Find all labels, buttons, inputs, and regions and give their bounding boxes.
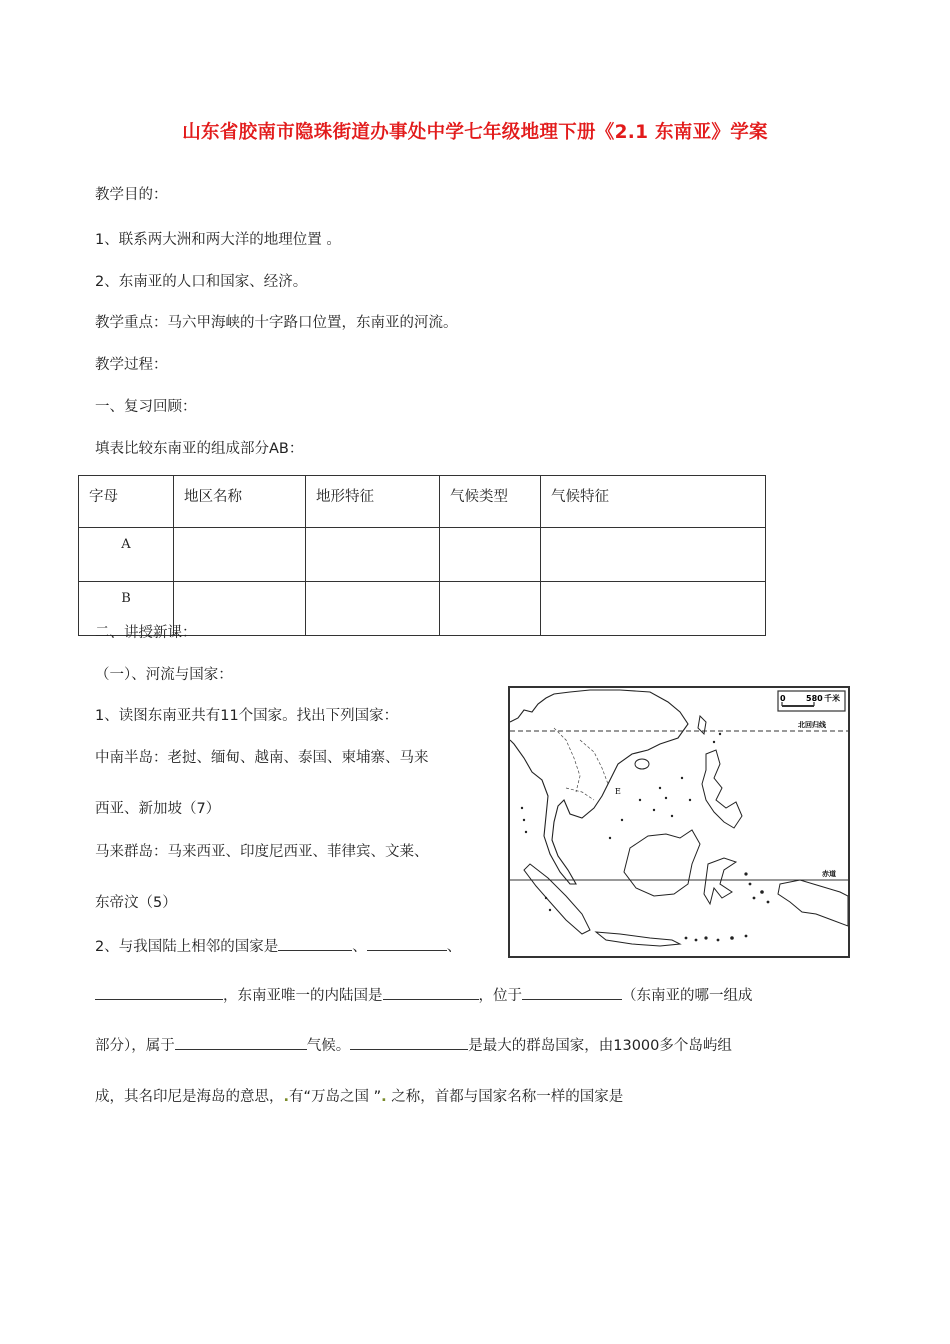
mainland-coast (510, 690, 688, 884)
teaching-goal-heading: 教学目的： (95, 187, 168, 203)
table-header-cell: 字母 (79, 476, 174, 528)
q2-separator: 、 (352, 939, 367, 955)
answer-blank[interactable] (367, 935, 447, 951)
table-header-row (79, 476, 766, 528)
scale-unit: 千米 (824, 694, 840, 703)
review-heading: 一、复习回顾： (95, 399, 197, 415)
table-row-letter: B (79, 582, 174, 636)
q2-text: 2、与我国陆上相邻的国家是 (95, 939, 279, 955)
document-title: 山东省胶南市隐珠街道办事处中学七年级地理下册《2.1 东南亚》学案 (182, 122, 768, 143)
q2-text: 有“万岛之国 ” (289, 1089, 382, 1105)
sumatra (524, 864, 590, 934)
southeast-asia-map (508, 686, 850, 958)
table-cell[interactable] (440, 582, 541, 636)
comparison-table (78, 475, 766, 636)
new-guinea (778, 880, 848, 926)
table-cell[interactable] (306, 582, 440, 636)
q2-text: 气候。 (306, 1038, 351, 1054)
answer-blank[interactable] (383, 984, 479, 1000)
malay-countries: 马来群岛：马来西亚、印度尼西亚、菲律宾、文莱、 (95, 844, 429, 860)
country-borders (554, 728, 608, 800)
question-2-line-4 (95, 1085, 623, 1106)
scale-value: 580 (806, 694, 823, 703)
philippines (702, 750, 742, 828)
indochina-countries: 中南半岛：老挝、缅甸、越南、泰国、柬埔寨、马来 (95, 750, 429, 766)
answer-blank[interactable] (278, 935, 352, 951)
answer-blank[interactable] (95, 984, 223, 1000)
hainan-island (635, 759, 649, 769)
taiwan-island (698, 716, 706, 734)
answer-blank[interactable] (522, 984, 622, 1000)
table-header-cell: 地区名称 (174, 476, 306, 528)
q2-text: （东南亚的哪一组成 (622, 988, 753, 1004)
q2-text: 成，其名印尼是海岛的意思， (95, 1089, 284, 1105)
table-cell[interactable] (541, 582, 766, 636)
tropic-label: 北回归线 (798, 721, 826, 729)
teaching-goal-1: 1、联系两大洲和两大洋的地理位置 。 (95, 232, 341, 248)
q2-text: 部分），属于 (95, 1038, 175, 1054)
table-cell[interactable] (306, 528, 440, 582)
indochina-countries-cont: 西亚、新加坡（7） (95, 801, 221, 817)
table-header-cell: 气候类型 (440, 476, 541, 528)
sulawesi (704, 858, 736, 904)
malay-countries-cont: 东帝汶（5） (95, 895, 177, 911)
java (596, 932, 680, 946)
table-header-cell: 气候特征 (541, 476, 766, 528)
new-lesson-heading: 二、讲授新课： (95, 625, 197, 641)
q2-dot: . (381, 1089, 387, 1105)
q2-text: ，位于 (478, 988, 522, 1004)
section-rivers-countries: （一）、河流与国家： (95, 667, 233, 683)
scale-zero: 0 (780, 694, 786, 703)
small-islands (521, 733, 770, 942)
answer-blank[interactable] (175, 1034, 307, 1050)
answer-blank[interactable] (350, 1034, 468, 1050)
table-cell[interactable] (440, 528, 541, 582)
map-drawing (510, 688, 848, 956)
question-1: 1、读图东南亚共有11个国家。找出下列国家： (95, 708, 399, 724)
table-cell[interactable] (174, 528, 306, 582)
q2-text: ，东南亚唯一的内陆国是 (223, 988, 383, 1004)
q2-text: 是最大的群岛国家，由13000多个岛屿组 (468, 1038, 732, 1054)
q2-separator: 、 (446, 939, 462, 955)
teaching-goal-2: 2、东南亚的人口和国家、经济。 (95, 274, 308, 290)
q2-text: 之称，首都与国家名称一样的国家是 (386, 1089, 624, 1105)
table-header-cell: 地形特征 (306, 476, 440, 528)
map-label-e: E (615, 787, 621, 796)
table-cell[interactable] (541, 528, 766, 582)
equator-label: 赤道 (822, 870, 836, 878)
teaching-process-heading: 教学过程： (95, 357, 168, 373)
question-2-line-2 (95, 984, 753, 1005)
q2-dot: . (283, 1089, 290, 1105)
question-2-line-3 (95, 1034, 732, 1055)
table-intro: 填表比较东南亚的组成部分AB： (95, 441, 304, 457)
borneo (624, 830, 700, 896)
question-2-line-1 (95, 935, 461, 956)
teaching-focus: 教学重点：马六甲海峡的十字路口位置，东南亚的河流。 (95, 315, 458, 331)
table-row (79, 528, 766, 582)
table-row-letter: A (79, 528, 174, 582)
